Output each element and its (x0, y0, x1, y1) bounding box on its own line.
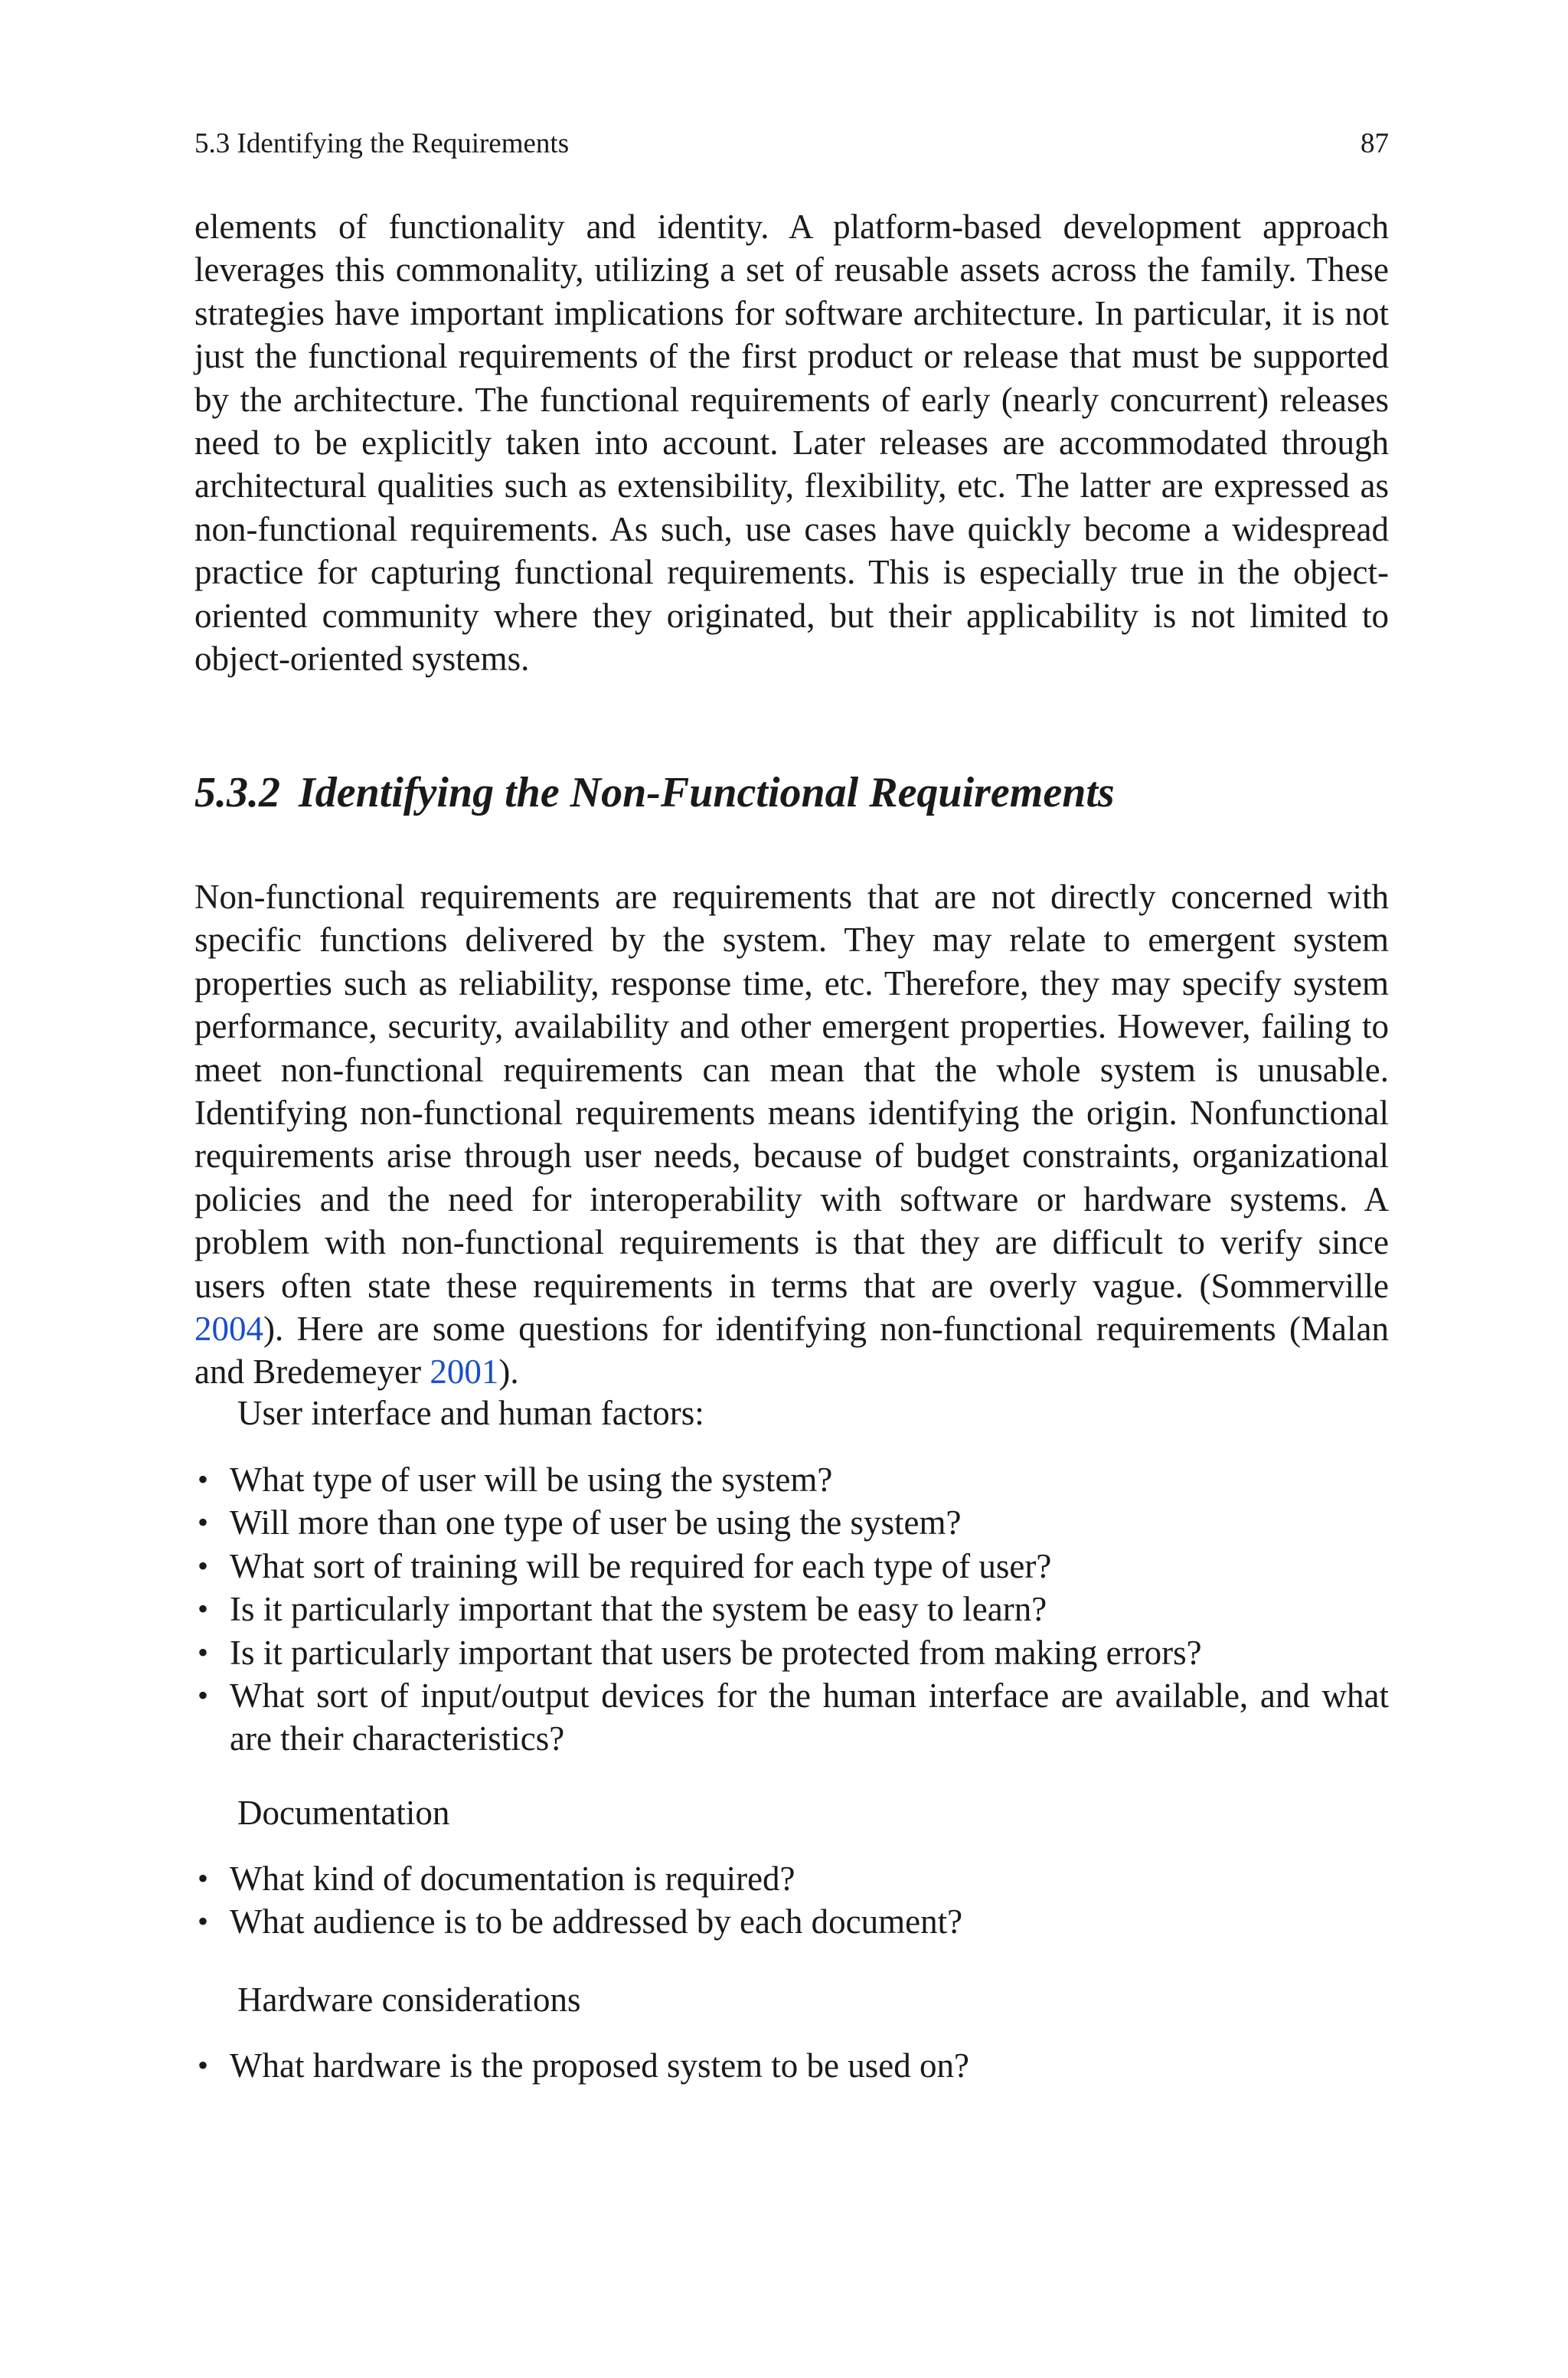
bullet-icon: • (198, 1548, 209, 1583)
section-number: 5.3.2 (194, 769, 280, 816)
list-item-text: What audience is to be addressed by each document? (230, 1902, 963, 1941)
group-label-user-interface: User interface and human factors: (237, 1394, 704, 1432)
list-item-text: What sort of input/output devices for the human interface are available, and what are their characteristics? (230, 1676, 1389, 1758)
main-paragraph-text-3: ). (498, 1353, 519, 1392)
group-label-documentation: Documentation (237, 1794, 450, 1832)
list-item-text: Is it particularly important that users be protected from making errors? (230, 1633, 1202, 1672)
bullet-list-hardware (194, 2044, 1389, 2087)
citation-link-sommerville[interactable]: 2004 (194, 1310, 263, 1349)
bullet-icon: • (198, 1861, 209, 1896)
group-label-hardware: Hardware considerations (237, 1981, 581, 2019)
list-item (194, 1674, 1389, 1761)
bullet-icon: • (198, 1505, 209, 1540)
bullet-icon: • (198, 2048, 209, 2082)
bullet-icon: • (198, 1634, 209, 1670)
list-item (194, 1588, 1389, 1631)
list-item (194, 1545, 1389, 1588)
bullet-list-documentation (194, 1857, 1389, 1944)
main-paragraph-text-2: ). Here are some questions for identifying non-functional requirements (Malan and Bredemeyer (194, 1310, 1389, 1392)
section-title: Identifying the Non-Functional Requirements (299, 769, 1115, 816)
list-item-text: What sort of training will be required for each type of user? (230, 1546, 1052, 1585)
list-item-text: What hardware is the proposed system to be used on? (230, 2046, 969, 2085)
main-paragraph (194, 875, 1389, 1394)
bullet-icon: • (198, 1678, 209, 1713)
intro-paragraph: elements of functionality and identity. A platform-based development approach leverages this commonality, utilizing a set of reusable assets across the family. These strategies have important implications for software architecture. In particular, it is not just the functional requirements of the first product or release that must be supported by the architecture. The functional requirements of early (nearly concurrent) releases need to be explicitly taken into account. Later releases are accommodated through architectural qualities such as extensibility, flexibility, etc. The latter are expressed as non-functional requirements. As such, use cases have quickly become a widespread practice for capturing functional requirements. This is especially true in the object-oriented community where they originated, but their applicability is not limited to object-oriented systems. (194, 208, 1389, 679)
list-item-text: What kind of documentation is required? (230, 1860, 795, 1898)
list-item (194, 1631, 1389, 1674)
citation-link-malan-bredemeyer[interactable]: 2001 (430, 1353, 499, 1392)
list-item-text: Will more than one type of user be using the system? (230, 1503, 962, 1542)
bullet-icon: • (198, 1462, 209, 1496)
list-item (194, 1458, 1389, 1501)
bullet-icon: • (198, 1591, 209, 1627)
bullet-list-user-interface (194, 1458, 1389, 1761)
running-header-section: 5.3 Identifying the Requirements (194, 128, 570, 159)
list-item (194, 2044, 1389, 2087)
main-paragraph-text-1: Non-functional requirements are requirements that are not directly concerned with specific functions delivered by the system. They may relate to emergent system properties such as reliability, response time, etc. Therefore, they may specify system performance, security, availability and other emergent properties. However, failing to meet non-functional requirements can mean that the whole system is unusable. Identifying non-functional requirements means identifying the origin. Nonfunctional requirements arise through user needs, because of budget constraints, organizational policies and the need for interoperability with software or hardware systems. A problem with non-functional requirements is that they are difficult to verify since users often state these requirements in terms that are overly vague. (Sommerville (194, 878, 1389, 1305)
list-item (194, 1900, 1389, 1943)
list-item-text: Is it particularly important that the system be easy to learn? (230, 1590, 1047, 1629)
list-item (194, 1501, 1389, 1544)
section-heading (194, 766, 1389, 819)
list-item-text: What type of user will be using the system? (230, 1460, 833, 1499)
page-number: 87 (1361, 128, 1389, 159)
list-item (194, 1857, 1389, 1900)
bullet-icon: • (198, 1904, 209, 1939)
